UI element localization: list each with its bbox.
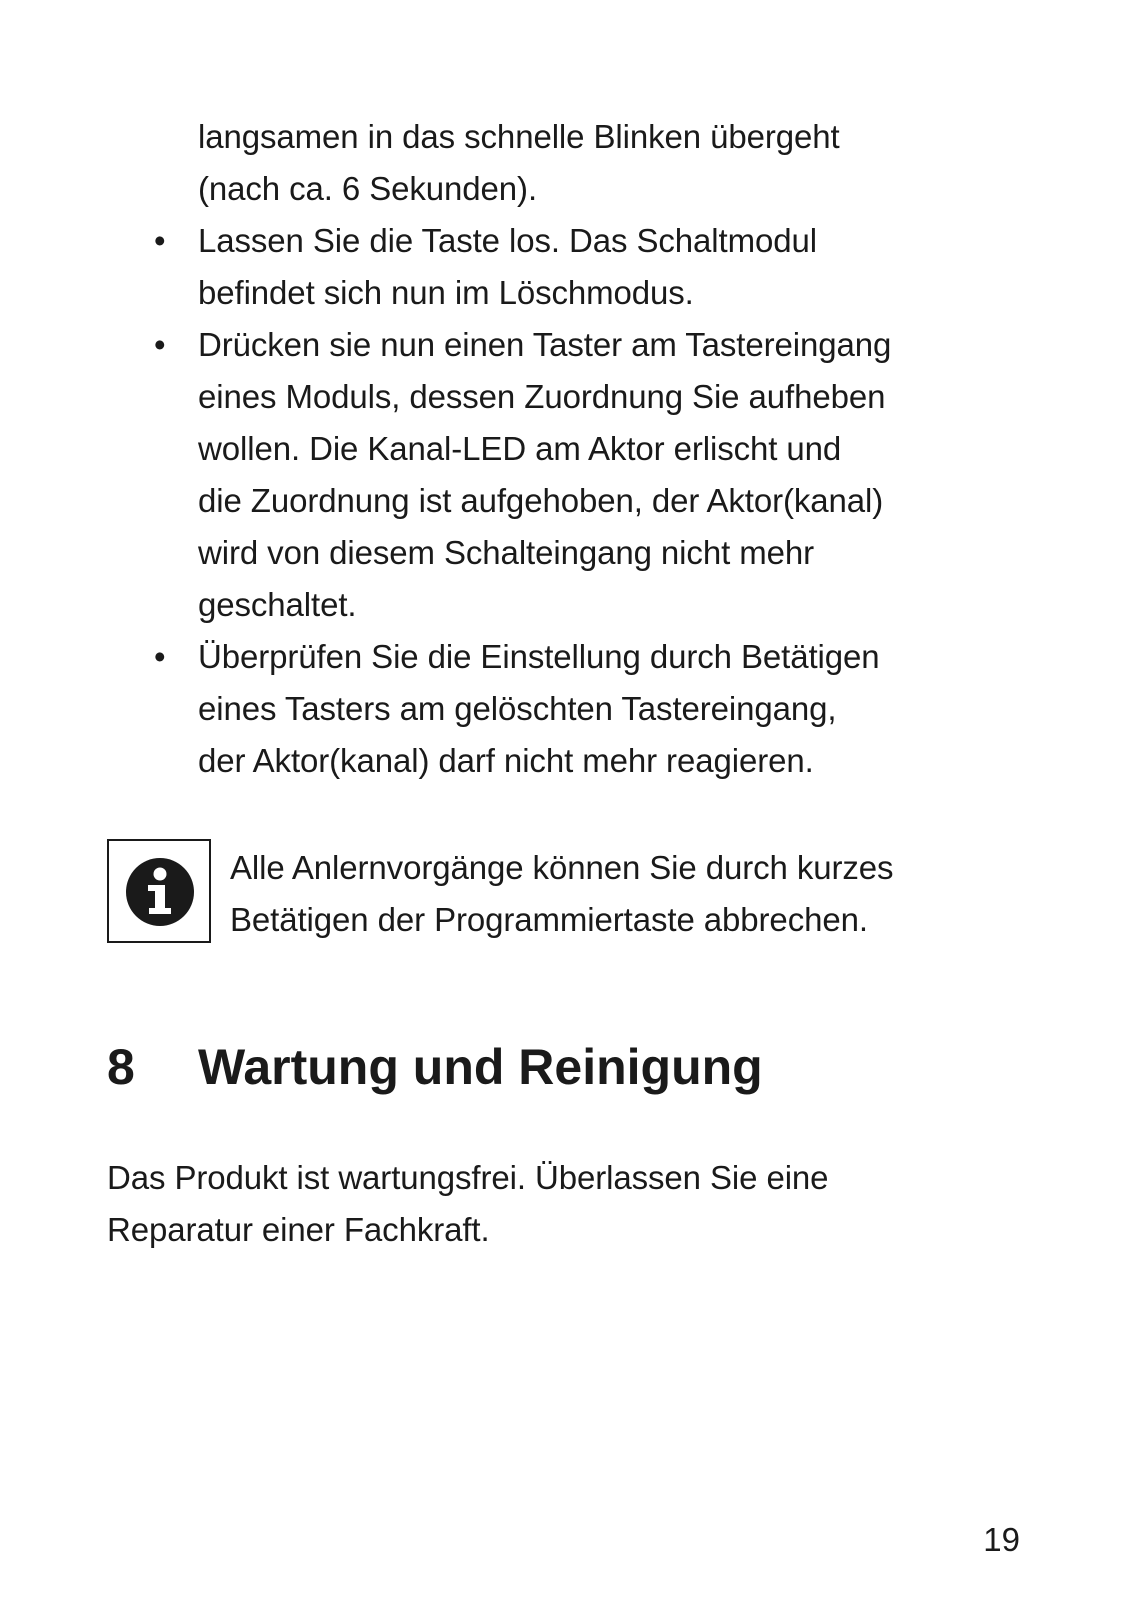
list-item-line: Drücken sie nun einen Taster am Tastereingang <box>198 326 892 363</box>
section-number: 8 <box>107 1039 135 1095</box>
info-note-text <box>230 842 1090 946</box>
list-item-line: eines Tasters am gelöschten Tastereingang, <box>198 690 837 727</box>
section-heading <box>107 1035 763 1099</box>
list-item-line: der Aktor(kanal) darf nicht mehr reagieren. <box>198 742 814 779</box>
list-item-line: wird von diesem Schalteingang nicht mehr <box>198 534 814 571</box>
list-item-line: eines Moduls, dessen Zuordnung Sie aufheben <box>198 378 886 415</box>
list-item <box>0 319 1078 631</box>
bullet-icon: • <box>154 326 166 363</box>
list-item-line: wollen. Die Kanal-LED am Aktor erlischt und <box>198 430 842 467</box>
bullet-icon: • <box>154 638 166 675</box>
page-number: 19 <box>983 1521 1020 1558</box>
list-item <box>0 215 1078 319</box>
continuation-paragraph <box>198 111 1078 215</box>
info-note-line: Alle Anlernvorgänge können Sie durch kurzes <box>230 849 894 886</box>
section-title: Wartung und Reinigung <box>198 1039 763 1095</box>
list-item-line: die Zuordnung ist aufgehoben, der Aktor(kanal) <box>198 482 884 519</box>
info-icon <box>125 857 195 927</box>
list-item-line: Überprüfen Sie die Einstellung durch Betätigen <box>198 638 880 675</box>
section-paragraph-line: Das Produkt ist wartungsfrei. Überlassen Sie eine <box>107 1159 829 1196</box>
continuation-line: langsamen in das schnelle Blinken übergeht <box>198 118 840 155</box>
info-note-box <box>107 839 211 943</box>
instruction-list <box>0 215 1128 787</box>
list-item-line: geschaltet. <box>198 586 357 623</box>
list-item-line: Lassen Sie die Taste los. Das Schaltmodul <box>198 222 817 259</box>
info-note-line: Betätigen der Programmiertaste abbrechen. <box>230 901 868 938</box>
list-item-line: befindet sich nun im Löschmodus. <box>198 274 694 311</box>
bullet-icon: • <box>154 222 166 259</box>
continuation-line: (nach ca. 6 Sekunden). <box>198 170 538 207</box>
section-paragraph <box>107 1152 1007 1256</box>
section-paragraph-line: Reparatur einer Fachkraft. <box>107 1211 490 1248</box>
list-item <box>0 631 1078 787</box>
